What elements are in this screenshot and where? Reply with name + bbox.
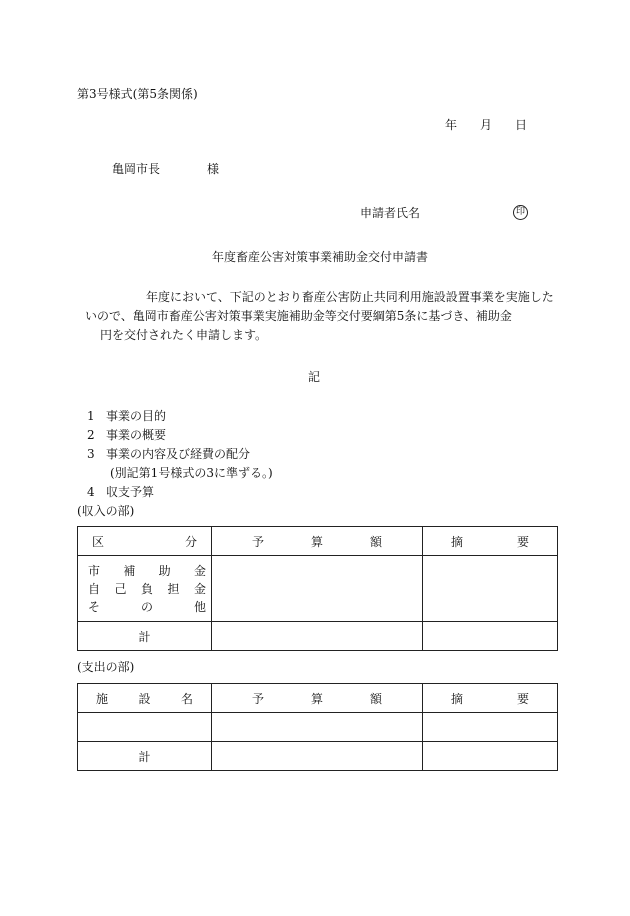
expense-header-facility-char: 設: [138, 691, 151, 706]
item-2-text: 事業の概要: [106, 428, 167, 442]
income-header-category-char: 区: [92, 534, 105, 549]
expense-header-summary-char: 摘: [451, 691, 464, 706]
item-3-note: (別記第1号様式の3に準ずる。): [110, 466, 273, 480]
income-row-label-char: 助: [158, 563, 171, 578]
expense-total-label: 計: [78, 742, 212, 771]
income-row-label-char: 自: [88, 581, 101, 596]
expense-caption: (支出の部): [77, 660, 135, 674]
expense-header-facility-char: 施: [96, 691, 109, 706]
income-row-label-char: そ: [88, 599, 101, 614]
applicant-label: 申請者氏名: [360, 206, 421, 220]
body-line-1: 年度において、下記のとおり畜産公害防止共同利用施設設置事業を実施した: [146, 290, 554, 304]
income-header-summary: [423, 527, 558, 556]
income-row-label-char: 負: [140, 581, 153, 596]
income-row-label-char: 担: [167, 581, 180, 596]
expense-row-budget: [212, 713, 423, 742]
addressee-honorific: 様: [207, 162, 220, 176]
body-line-2: いので、亀岡市畜産公害対策事業実施補助金等交付要綱第5条に基づき、補助金: [85, 309, 512, 323]
income-header-category: [78, 527, 212, 556]
body-line-3: 円を交付されたく申請します。: [100, 328, 268, 342]
item-4-no: 4: [87, 485, 95, 499]
date-day: 日: [515, 118, 528, 132]
form-number: 第3号様式(第5条関係): [77, 87, 198, 101]
income-header-summary-char: 摘: [451, 534, 464, 549]
income-row-label-char: 補: [123, 563, 136, 578]
income-row-label-char: の: [140, 599, 153, 614]
expense-header-facility-char: 名: [180, 691, 193, 706]
income-row-label-char: 他: [193, 599, 206, 614]
income-header-budget-char: 予: [252, 534, 265, 549]
income-header-budget-char: 算: [310, 534, 323, 549]
income-total-summary: [423, 622, 558, 651]
item-1-no: 1: [87, 409, 95, 423]
expense-header-summary: [423, 684, 558, 713]
item-4-text: 収支予算: [106, 485, 155, 499]
expense-header-budget-char: 算: [310, 691, 323, 706]
income-row-label: [78, 598, 211, 616]
income-budget-cell: [212, 556, 423, 622]
income-total-budget: [212, 622, 423, 651]
income-row-label: [78, 580, 211, 598]
seal-mark: 印: [513, 205, 528, 220]
expense-header-facility: [78, 684, 212, 713]
expense-total-budget: [212, 742, 423, 771]
addressee-name: 亀岡市長: [112, 162, 161, 176]
income-row-label: [78, 562, 211, 580]
date-month: 月: [480, 118, 493, 132]
expense-header-summary-char: 要: [516, 691, 529, 706]
expense-row-facility: [78, 713, 212, 742]
income-row-label-char: 金: [193, 581, 206, 596]
item-1-text: 事業の目的: [106, 409, 167, 423]
date-year: 年: [445, 118, 458, 132]
item-3-text: 事業の内容及び経費の配分: [106, 447, 251, 461]
income-summary-cell: [423, 556, 558, 622]
expense-row-summary: [423, 713, 558, 742]
income-header-category-char: 分: [184, 534, 197, 549]
income-table: [77, 526, 558, 651]
item-3-no: 3: [87, 447, 95, 461]
document-title: 年度畜産公害対策事業補助金交付申請書: [212, 250, 429, 264]
income-row-label-char: 己: [114, 581, 127, 596]
expense-header-budget: [212, 684, 423, 713]
item-2-no: 2: [87, 428, 95, 442]
income-total-label: 計: [78, 622, 212, 651]
expense-total-summary: [423, 742, 558, 771]
expense-table: [77, 683, 558, 771]
expense-header-budget-char: 予: [252, 691, 265, 706]
income-row-label-char: 市: [88, 563, 101, 578]
income-row-label-char: 金: [193, 563, 206, 578]
income-header-budget: [212, 527, 423, 556]
expense-header-budget-char: 額: [369, 691, 382, 706]
ki-label: 記: [308, 370, 321, 384]
income-header-summary-char: 要: [516, 534, 529, 549]
income-row-labels: [78, 556, 212, 622]
income-header-budget-char: 額: [369, 534, 382, 549]
income-caption: (収入の部): [77, 504, 135, 518]
